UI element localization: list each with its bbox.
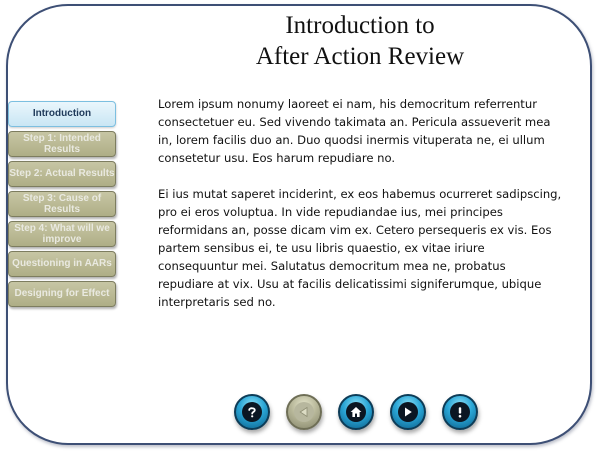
nav-item-label: Step 1: Intended Results — [23, 132, 101, 155]
nav-item-designing-for-effect[interactable] — [8, 281, 116, 307]
info-button[interactable] — [442, 394, 478, 430]
nav-item-label: Designing for Effect — [14, 288, 110, 300]
nav-item-label: Questioning in AARs — [12, 258, 112, 270]
house-icon — [346, 402, 366, 422]
nav-item-label: Step 3: Cause of Results — [22, 192, 102, 215]
nav-item-label: Introduction — [32, 108, 92, 120]
body-text — [158, 95, 564, 329]
next-button[interactable] — [390, 394, 426, 430]
nav-item-step-2-actual-results[interactable] — [8, 161, 116, 187]
nav-item-label: Step 2: Actual Results — [9, 168, 115, 180]
body-paragraph-2: Ei ius mutat saperet inciderint, ex eos habemus ocurreret sadipscing, pro ei eros voluptua. In vide repudiandae ius, mei principes reformidans an, posse dicam vim ex. Cetero persequeris ex vis. Eos partem sensibus ei, te usu libris quaestio, ex vitae iriure consequuntur mei. Salutatus democritum mea ne, probatus repudiare at vix. Usu at facilis delicatissimi signiferumque, ubique interpretaris sed no. — [158, 187, 562, 309]
nav-item-introduction[interactable] — [8, 101, 116, 127]
nav-item-step-1-intended-results[interactable] — [8, 131, 116, 157]
nav-item-step-3-cause-of-results[interactable] — [8, 191, 116, 217]
nav-item-questioning-in-aars[interactable] — [8, 251, 116, 277]
page-title-line-1: Introduction to — [285, 12, 435, 39]
body-paragraph-1: Lorem ipsum nonumy laoreet ei nam, his democritum referrentur consectetuer eu. Sed vivendo takimata an. Pericula assueverit mea in, lorem facilis duo an. Duo quodsi inermis vituperata ne, ei ullum consetetur usu. Eos harum repudiare no. — [158, 97, 551, 165]
triangle-right-icon — [398, 402, 418, 422]
back-button[interactable] — [286, 394, 322, 430]
sidebar-nav — [8, 101, 116, 311]
question-mark-icon — [242, 402, 262, 422]
nav-item-step-4-what-will-we-improve[interactable] — [8, 221, 116, 247]
page-title-line-2: After Action Review — [255, 43, 465, 70]
player-controls — [234, 394, 494, 434]
triangle-left-icon — [294, 402, 314, 422]
nav-item-label: Step 4: What will we improve — [14, 222, 110, 245]
page-title — [170, 10, 550, 72]
exclamation-icon — [450, 402, 470, 422]
help-button[interactable] — [234, 394, 270, 430]
home-button[interactable] — [338, 394, 374, 430]
